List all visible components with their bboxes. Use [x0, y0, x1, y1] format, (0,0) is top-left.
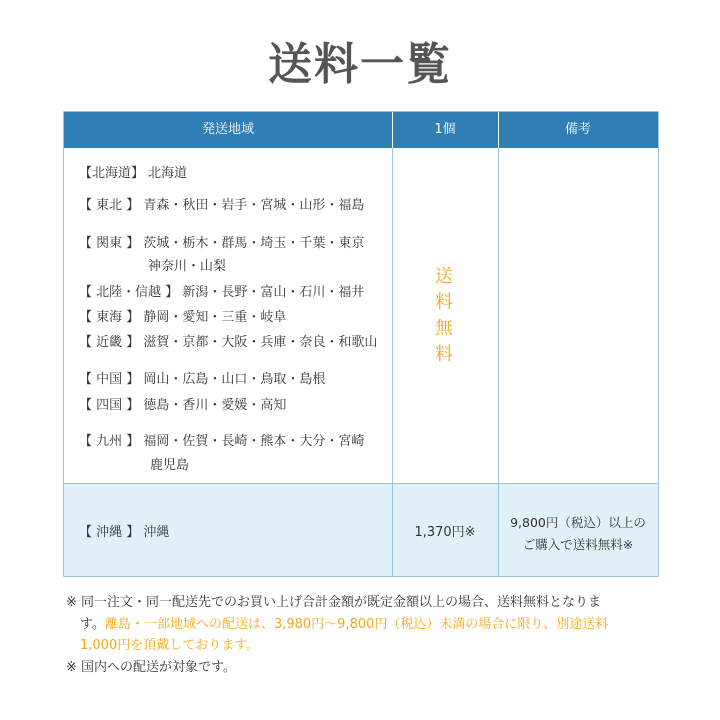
okinawa-remark: [498, 512, 658, 556]
header-remarks: 備考: [564, 122, 591, 137]
region-prefectures: 北海道: [148, 166, 188, 181]
region-row: [79, 394, 286, 413]
free-shipping-char: 料: [435, 344, 453, 365]
footnotes: [66, 592, 666, 678]
region-prefectures: 静岡・愛知・三重・岐阜: [143, 310, 287, 325]
region-tag: 【 東海 】: [79, 310, 140, 325]
region-tag: 【 九州 】: [79, 434, 140, 449]
row-divider: [64, 483, 658, 484]
region-row: [79, 162, 187, 181]
okinawa-price: 1,370円※: [414, 525, 476, 540]
header-price: 1個: [434, 122, 456, 137]
region-row: [79, 306, 286, 325]
footnote-line: [66, 614, 666, 636]
region-prefectures: 茨城・栃木・群馬・埼玉・千葉・東京: [143, 236, 365, 251]
region-prefectures: 滋賀・京都・大阪・兵庫・奈良・和歌山: [143, 335, 378, 350]
region-tag: 【北海道】: [79, 166, 145, 181]
region-row: [79, 232, 364, 251]
remark-line: ご購入で送料無料※: [522, 537, 634, 552]
page-title: 送料一覧: [268, 39, 452, 90]
region-prefectures-continued: 神奈川・山梨: [148, 259, 227, 274]
region-prefectures: 岡山・広島・山口・鳥取・島根: [143, 372, 326, 387]
region-prefectures: 新潟・長野・富山・石川・福井: [182, 285, 365, 300]
header-divider: [392, 112, 393, 148]
region-row: [79, 430, 364, 449]
free-shipping-char: 送: [435, 266, 453, 287]
region-prefectures: 沖縄: [143, 525, 170, 540]
free-shipping-label: [434, 264, 454, 368]
footnote-text: す。: [80, 616, 105, 632]
shipping-table: [63, 111, 659, 577]
region-row: [79, 368, 325, 387]
region-tag: 【 沖縄 】: [79, 525, 140, 540]
free-shipping-char: 無: [435, 318, 453, 339]
region-row: [79, 331, 377, 350]
footnote-highlight: 1,000円を頂戴しております。: [80, 638, 260, 653]
region-tag: 【 近畿 】: [79, 335, 140, 350]
column-divider: [392, 148, 393, 576]
region-prefectures: 青森・秋田・岩手・宮城・山形・福島: [143, 198, 365, 213]
region-row: [79, 194, 364, 213]
table-header-row: [64, 112, 658, 148]
region-row: [79, 281, 364, 300]
okinawa-region: [79, 521, 169, 540]
footnote-line: [66, 635, 666, 657]
region-tag: 【 関東 】: [79, 236, 140, 251]
region-prefectures-continued: 鹿児島: [150, 458, 190, 473]
footnote-line: ※ 同一注文・同一配送先でのお買い上げ合計金額が既定金額以上の場合、送料無料となりま: [66, 595, 602, 610]
region-prefectures: 福岡・佐賀・長崎・熊本・大分・宮崎: [143, 434, 365, 449]
header-divider: [498, 112, 499, 148]
free-shipping-char: 料: [435, 292, 453, 313]
region-tag: 【 東北 】: [79, 198, 140, 213]
header-region: 発送地域: [201, 122, 254, 137]
region-tag: 【 北陸・信越 】: [79, 285, 179, 300]
remark-line: 9,800円（税込）以上の: [510, 515, 646, 530]
footnote-line: ※ 国内への配送が対象です。: [66, 659, 236, 675]
region-prefectures: 徳島・香川・愛媛・高知: [143, 398, 287, 413]
region-tag: 【 中国 】: [79, 372, 140, 387]
footnote-highlight: 離島・一部地域への配送は、3,980円〜9,800円（税込）未満の場合に限り、別途送料: [104, 616, 609, 632]
region-tag: 【 四国 】: [79, 398, 140, 413]
